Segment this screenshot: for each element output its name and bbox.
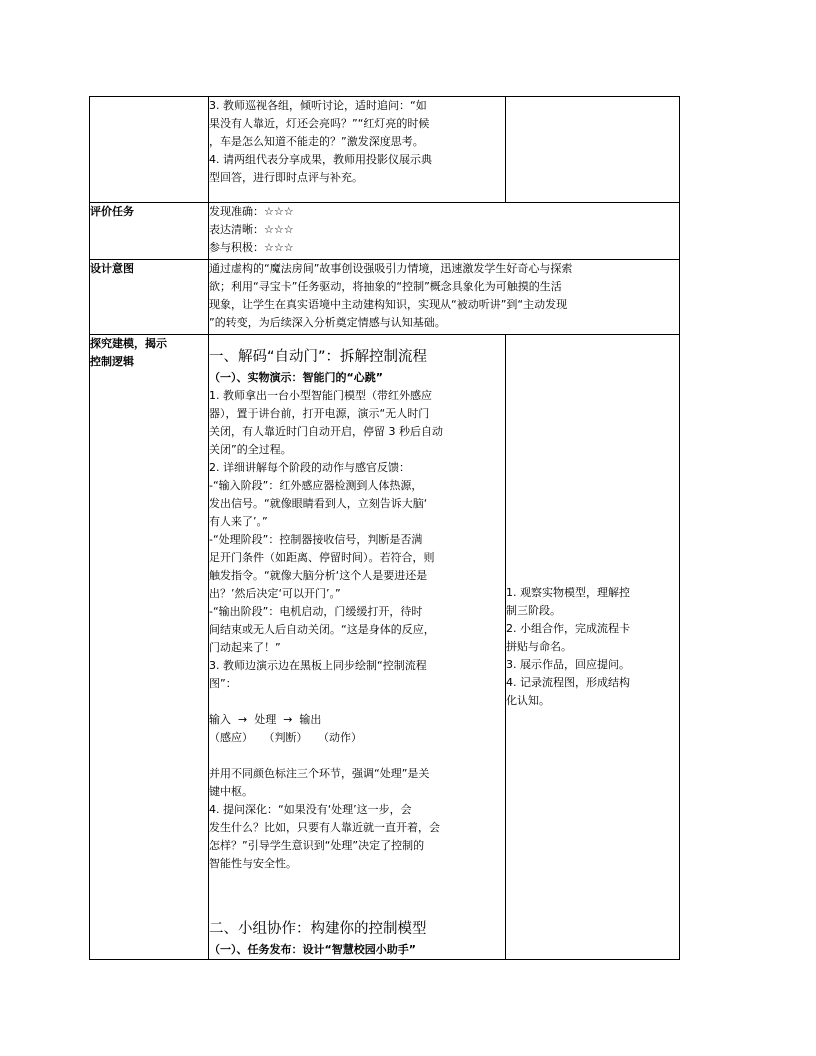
eval-criterion: 发现准确：☆☆☆ bbox=[209, 205, 294, 218]
explore-line: 器），置于讲台前，打开电源，演示“无人时门 bbox=[209, 407, 430, 420]
section-heading: 二、小组协作：构建你的控制模型 bbox=[209, 921, 427, 937]
explore-line: 并用不同颜色标注三个环节，强调“处理”是关 bbox=[209, 767, 430, 780]
row-exploration bbox=[90, 335, 680, 960]
flow-diagram: 输入 → 处理 → 输出 bbox=[209, 713, 322, 726]
eval-label: 评价任务 bbox=[90, 203, 209, 260]
explore-line: 关闭”的全过程。 bbox=[209, 443, 292, 456]
explore-line: 键中枢。 bbox=[209, 785, 253, 798]
intent-content-cell bbox=[209, 260, 680, 335]
explore-label-line: 控制逻辑 bbox=[90, 355, 134, 368]
explore-line: 发出信号。“就像眼睛看到人，立刻告诉大脑‘ bbox=[209, 497, 428, 510]
explore-label bbox=[90, 335, 209, 960]
student-line: 化认知。 bbox=[506, 694, 550, 707]
explore-label-line: 探究建模，揭示 bbox=[90, 337, 167, 350]
intent-line: ”的转变，为后续深入分析奠定情感与认知基础。 bbox=[209, 316, 446, 329]
explore-line: 4. 提问深化：“如果没有‘处理’这一步，会 bbox=[209, 803, 412, 816]
eval-criterion: 表达清晰：☆☆☆ bbox=[209, 223, 294, 236]
explore-line: 怎样？”引导学生意识到“处理”决定了控制的 bbox=[209, 839, 425, 852]
row-design-intent bbox=[90, 260, 680, 335]
eval-content-cell bbox=[209, 203, 680, 260]
eval-criterion: 参与积极：☆☆☆ bbox=[209, 241, 294, 254]
explore-line: 1. 教师拿出一台小型智能门模型（带红外感应 bbox=[209, 389, 432, 402]
explore-line: 足开门条件（如距离、停留时间）。若符合，则 bbox=[209, 551, 435, 564]
explore-line: 触发指令。“就像大脑分析‘这个人是要进还是 bbox=[209, 569, 428, 582]
explore-line: 图”： bbox=[209, 677, 237, 690]
explore-line: -“输出阶段”：电机启动，门缓缓打开，待时 bbox=[209, 605, 423, 618]
cont-side-cell bbox=[506, 97, 680, 203]
cont-line: 型回答，进行即时点评与补充。 bbox=[209, 171, 363, 184]
student-line: 2. 小组合作，完成流程卡 bbox=[506, 622, 630, 635]
student-line: 制三阶段。 bbox=[506, 604, 561, 617]
flow-diagram-labels: （感应） （判断） （动作） bbox=[209, 731, 362, 744]
intent-line: 现象，让学生在真实语境中主动建构知识，实现从“被动听讲”到“主动发现 bbox=[209, 298, 568, 311]
student-line: 3. 展示作品，回应提问。 bbox=[506, 658, 630, 671]
explore-line: 有人来了’。” bbox=[209, 515, 268, 528]
student-line: 拼贴与命名。 bbox=[506, 640, 572, 653]
subsection-heading: （一）、任务发布：设计“智慧校园小助手” bbox=[209, 943, 416, 956]
explore-line: 发生什么？比如，只要有人靠近就一直开着，会 bbox=[209, 821, 440, 834]
cont-line: ，车是怎么知道不能走的？”激发深度思考。 bbox=[209, 135, 424, 148]
row-evaluation bbox=[90, 203, 680, 260]
student-line: 1. 观察实物模型，理解控 bbox=[506, 586, 630, 599]
intent-line: 欲；利用“寻宝卡”任务驱动，将抽象的“控制”概念具象化为可触摸的生活 bbox=[209, 280, 562, 293]
explore-line: 关闭，有人靠近时门自动开启，停留 3 秒后自动 bbox=[209, 425, 443, 438]
intent-line: 通过虚构的“魔法房间”故事创设强吸引力情境，迅速激发学生好奇心与探索 bbox=[209, 262, 573, 275]
explore-content-cell bbox=[209, 335, 506, 960]
explore-line: 出？’然后决定‘可以开门’。” bbox=[209, 587, 341, 600]
explore-line: 间结束或无人后自动关闭。“这是身体的反应， bbox=[209, 623, 435, 636]
intent-label: 设计意图 bbox=[90, 260, 209, 335]
explore-line: 智能性与安全性。 bbox=[209, 857, 297, 870]
cont-content-cell bbox=[209, 97, 506, 203]
lesson-plan-table bbox=[89, 96, 680, 960]
explore-line: -“处理阶段”：控制器接收信号，判断是否满 bbox=[209, 533, 423, 546]
cont-label-cell bbox=[90, 97, 209, 203]
explore-line: 2. 详细讲解每个阶段的动作与感官反馈： bbox=[209, 461, 410, 474]
cont-line: 果没有人靠近，灯还会亮吗？”“红灯亮的时候 bbox=[209, 117, 430, 130]
section-heading: 一、解码“自动门”：拆解控制流程 bbox=[209, 349, 428, 365]
subsection-heading: （一）、实物演示：智能门的“心跳” bbox=[209, 371, 383, 384]
explore-line: 3. 教师边演示边在黑板上同步绘制“控制流程 bbox=[209, 659, 427, 672]
row-continuation bbox=[90, 97, 680, 203]
student-line: 4. 记录流程图，形成结构 bbox=[506, 676, 630, 689]
student-activity-cell bbox=[506, 335, 680, 960]
explore-line: 门动起来了！” bbox=[209, 641, 281, 654]
explore-line: -“输入阶段”：红外感应器检测到人体热源， bbox=[209, 479, 423, 492]
cont-line: 3. 教师巡视各组，倾听讨论，适时追问：“如 bbox=[209, 99, 427, 112]
cont-line: 4. 请两组代表分享成果，教师用投影仪展示典 bbox=[209, 153, 432, 166]
